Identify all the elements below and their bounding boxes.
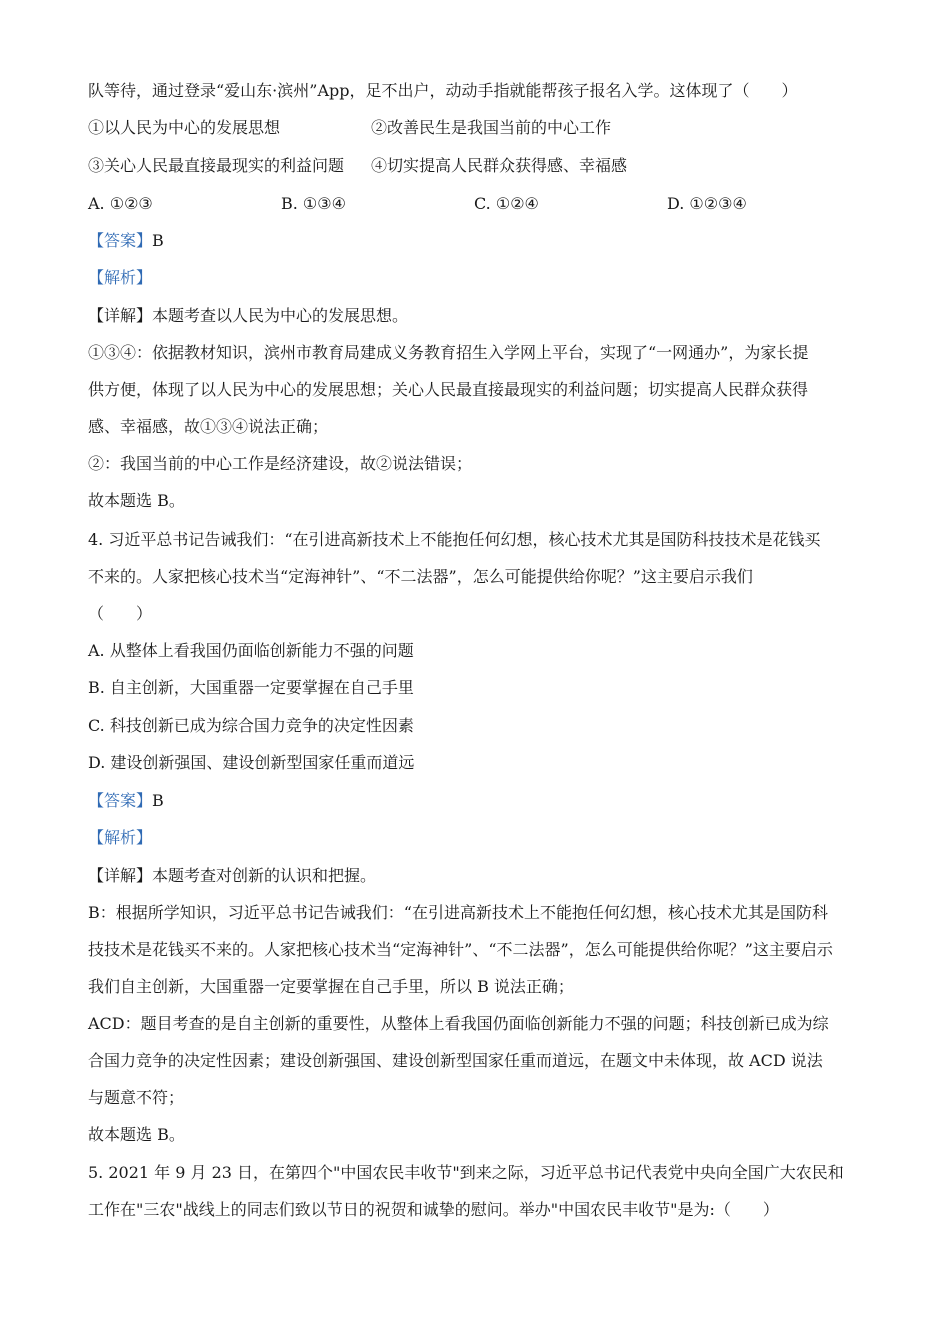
answer-value: B	[152, 231, 164, 250]
answer-tag: 【答案】	[88, 791, 153, 810]
q3-explanation-line-2: 供方便，体现了以人民为中心的发展思想；关心人民最直接最现实的利益问题；切实提高人民群众获得	[88, 380, 809, 399]
q4-explanation-line-4: ACD：题目考查的是自主创新的重要性，从整体上看我国仍面临创新能力不强的问题；科技创新已成为综	[88, 1014, 829, 1033]
q3-statement-2: ②改善民生是我国当前的中心工作	[371, 118, 612, 137]
q3-option-c: C. ①②④	[474, 194, 539, 213]
q4-detail	[88, 865, 376, 887]
q4-option-a: A. 从整体上看我国仍面临创新能力不强的问题	[88, 641, 414, 660]
q3-statement-3: ③关心人民最直接最现实的利益问题	[88, 156, 345, 175]
detail-tag: 【详解】	[88, 866, 153, 885]
q4-stem-line-2: 不来的。人家把核心技术当“定海神针”、“不二法器”，怎么可能提供给你呢？”这主要启示我们	[88, 567, 753, 586]
q4-analysis-tag: 【解析】	[88, 828, 153, 847]
q3-option-d: D. ①②③④	[667, 194, 747, 213]
detail-text: 本题考查对创新的认识和把握。	[152, 866, 377, 885]
q3-statement-4: ④切实提高人民群众获得感、幸福感	[371, 156, 628, 175]
q3-option-b: B. ①③④	[281, 194, 346, 213]
q4-stem-line-1: 4. 习近平总书记告诫我们：“在引进高新技术上不能抱任何幻想，核心技术尤其是国防科技技术是花钱买	[88, 530, 821, 549]
q3-analysis-tag: 【解析】	[88, 268, 153, 287]
q3-stem-continuation: 队等待，通过登录“爱山东·滨州”App，足不出户，动动手指就能帮孩子报名入学。这体现了（ ）	[88, 81, 798, 100]
q3-conclusion: 故本题选 B。	[88, 491, 185, 510]
q5-stem-line-2: 工作在"三农"战线上的同志们致以节日的祝贺和诚挚的慰问。举办"中国农民丰收节"是为:（ ）	[88, 1200, 779, 1219]
q4-stem-line-3: （ ）	[88, 604, 153, 623]
detail-tag: 【详解】	[88, 306, 153, 325]
q3-explanation-line-3: 感、幸福感，故①③④说法正确；	[88, 417, 329, 436]
q4-explanation-line-1: B：根据所学知识，习近平总书记告诫我们：“在引进高新技术上不能抱任何幻想，核心技术尤其是国防科	[88, 903, 828, 922]
q4-conclusion: 故本题选 B。	[88, 1125, 185, 1144]
q4-explanation-line-2: 技技术是花钱买不来的。人家把核心技术当“定海神针”、“不二法器”，怎么可能提供给你呢？”这主要启示	[88, 940, 833, 959]
q4-option-d: D. 建设创新强国、建设创新型国家任重而道远	[88, 753, 415, 772]
q4-explanation-line-3: 我们自主创新，大国重器一定要掌握在自己手里，所以 B 说法正确；	[88, 977, 574, 996]
answer-tag: 【答案】	[88, 231, 153, 250]
q3-answer	[88, 230, 164, 252]
detail-text: 本题考查以人民为中心的发展思想。	[152, 306, 409, 325]
q5-stem-line-1: 5. 2021 年 9 月 23 日，在第四个"中国农民丰收节"到来之际，习近平总书记代表党中央向全国广大农民和	[88, 1163, 844, 1182]
q3-option-a: A. ①②③	[88, 194, 153, 213]
answer-value: B	[152, 791, 164, 810]
q4-explanation-line-6: 与题意不符；	[88, 1088, 185, 1107]
q4-option-c: C. 科技创新已成为综合国力竞争的决定性因素	[88, 716, 414, 735]
q4-option-b: B. 自主创新，大国重器一定要掌握在自己手里	[88, 678, 414, 697]
q4-answer	[88, 790, 164, 812]
q3-detail	[88, 305, 408, 327]
q3-explanation-line-4: ②：我国当前的中心工作是经济建设，故②说法错误；	[88, 454, 473, 473]
q3-explanation-line-1: ①③④：依据教材知识，滨州市教育局建成义务教育招生入学网上平台，实现了“一网通办”，为家长提	[88, 343, 809, 362]
q4-explanation-line-5: 合国力竞争的决定性因素；建设创新强国、建设创新型国家任重而道远，在题文中未体现，故 ACD 说法	[88, 1051, 823, 1070]
q3-statement-1: ①以人民为中心的发展思想	[88, 118, 281, 137]
